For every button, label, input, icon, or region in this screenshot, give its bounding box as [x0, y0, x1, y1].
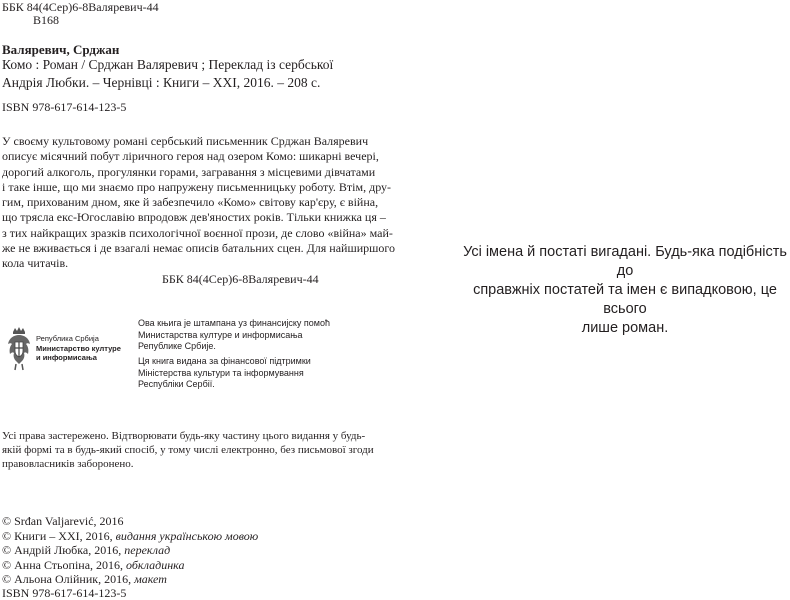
isbn-bottom: ISBN 978-617-614-123-5 — [2, 586, 127, 600]
logo-line: Министарство културе — [36, 344, 121, 353]
rights-notice — [2, 429, 374, 471]
copyright-role: обкладинка — [126, 557, 185, 572]
disclaimer-line: справжніх постатей та імен є випадковою, це всього — [473, 282, 777, 317]
isbn: ISBN 978-617-614-123-5 — [2, 100, 127, 114]
copyright-holder: © Srđan Valjarević, 2016 — [2, 514, 124, 528]
copyright-holder: © Андрій Любка, 2016, — [2, 543, 125, 557]
annotation-line: гим, прихованим дном, яке й забезпечило «Комо» світову кар'єру, є війна, — [2, 195, 379, 210]
annotation-line: кола читачів. — [2, 256, 69, 271]
annotation-bbk: ББК 84(4Сер)6-8Валяревич-44 — [162, 271, 319, 286]
copyright-holder: © Альона Олійник, 2016, — [2, 572, 135, 586]
bbk-code: ББК 84(4Сер)6-8Валяревич-44 — [2, 0, 159, 14]
support-line: Министарства културе и информисања — [138, 329, 303, 340]
biblio-line: Комо : Роман / Срджан Валяревич ; Переклад із сербської — [2, 57, 334, 72]
logo-line: Република Србија — [36, 334, 99, 343]
annotation-line: що трясла екс-Югославію впродовж дев'яностих років. Тільки книжка ця – — [2, 210, 386, 225]
copyright-line — [2, 558, 258, 573]
annotation-line: і таке інше, що ми знаємо про напружену письменницьку роботу. Втім, дру- — [2, 179, 392, 194]
fiction-disclaimer — [455, 243, 790, 338]
author-code: В168 — [33, 13, 60, 27]
bibliographic-description — [2, 56, 333, 91]
copyright-line — [2, 514, 258, 529]
rights-line: правовласників заборонено. — [2, 458, 134, 470]
rights-line: Усі права застережено. Відтворювати будь-яку частину цього видання у будь- — [2, 430, 366, 442]
right-page — [395, 0, 790, 600]
support-line: Републике Србије. — [138, 341, 216, 351]
biblio-line: Андрія Любки. – Чернівці : Книги – ХХІ, 2016. – 208 с. — [2, 74, 321, 90]
copyright-line — [2, 543, 258, 558]
ministry-logo — [6, 326, 126, 374]
copyright-holder: © Книги – ХХІ, 2016, — [2, 528, 116, 543]
author-name: Валяревич, Срджан — [2, 42, 120, 57]
support-note-serbian — [138, 318, 330, 353]
annotation-line: описує місячний побут ліричного героя над озером Комо: шикарні вечері, — [2, 149, 379, 164]
annotation — [2, 134, 395, 287]
annotation-line: з тих найкращих зразків психологічної воєнної прози, де слово «війна» май- — [2, 225, 393, 240]
support-line: Ця книга видана за фінансової підтримки — [138, 356, 311, 366]
serbia-coat-of-arms-icon — [6, 326, 32, 372]
support-line: Міністерства культури та інформування — [138, 367, 304, 378]
annotation-line: дорогий алкоголь, прогулянки горами, загравання з місцевими дівчатами — [2, 164, 376, 179]
disclaimer-line: Усі імена й постаті вигадані. Будь-яка подібність до — [463, 244, 787, 279]
support-line: Ова књига је штампана уз финансијску помоћ — [138, 318, 330, 328]
copyright-role: макет — [134, 572, 167, 586]
ministry-logo-text — [36, 334, 121, 362]
annotation-line: же не вживається і де взагалі немає описів батальних сцен. Для найширшого — [2, 241, 395, 256]
copyright-list — [2, 514, 258, 587]
copyright-line — [2, 529, 258, 544]
copyright-role: видання українською мовою — [115, 528, 259, 543]
disclaimer-line: лише роман. — [581, 320, 669, 336]
support-line: Республіки Сербії. — [138, 379, 215, 389]
annotation-line: У своєму культовому романі сербський письменник Срджан Валяревич — [2, 134, 369, 148]
copyright-role: переклад — [124, 543, 171, 557]
copyright-holder: © Анна Стьопіна, 2016, — [2, 557, 127, 572]
rights-line: якій формі та в будь-який спосіб, у тому числі електронно, без письмової згоди — [2, 444, 374, 456]
copyright-line — [2, 572, 258, 587]
support-note-ukrainian — [138, 356, 311, 391]
logo-line: и информисања — [36, 353, 97, 362]
